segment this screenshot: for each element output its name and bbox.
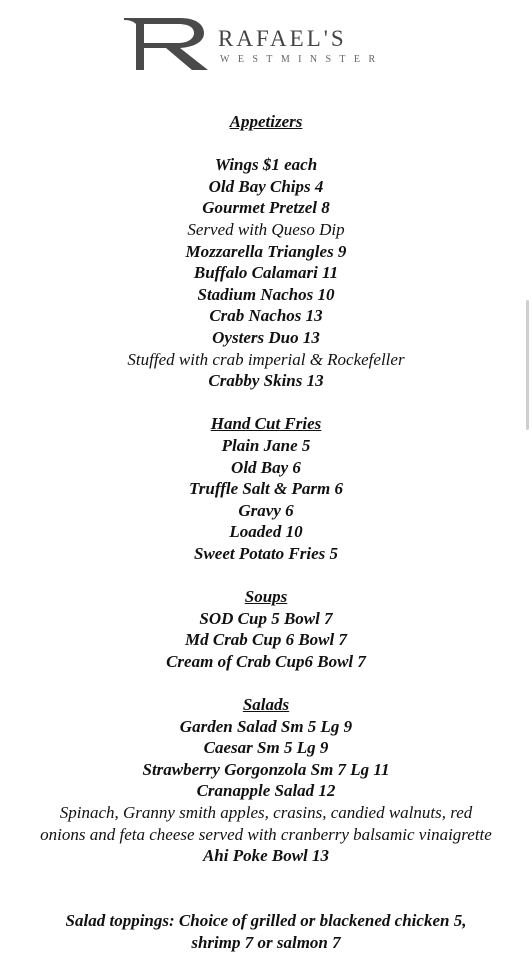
menu-item: Caesar Sm 5 Lg 9: [203, 738, 329, 758]
scrollbar[interactable]: [526, 300, 529, 430]
menu-item: Plain Jane 5: [221, 435, 311, 455]
menu-item: Crabby Skins 13: [208, 371, 324, 391]
salad-toppings: Salad toppings: Choice of grilled or blackened chicken 5, shrimp 7 or salmon 7: [65, 910, 467, 952]
appetizers-heading: Appetizers: [229, 112, 303, 131]
menu-item: Crab Nachos 13: [209, 306, 323, 326]
fries-heading: Hand Cut Fries: [210, 414, 322, 434]
menu-item-note: Stuffed with crab imperial & Rockefeller: [127, 349, 405, 369]
menu-item: Old Bay Chips 4: [208, 176, 324, 196]
menu: [0, 111, 532, 953]
salads-heading: Salads: [242, 695, 290, 715]
menu-item: Cranapple Salad 12: [196, 781, 336, 801]
menu-item: Strawberry Gorgonzola Sm 7 Lg 11: [142, 759, 390, 779]
menu-item: Mozzarella Triangles 9: [185, 241, 347, 261]
logo-location: WESTMINSTER: [220, 54, 384, 65]
menu-item: Gourmet Pretzel 8: [202, 198, 330, 218]
r-monogram-icon: [122, 16, 212, 72]
soups-heading: Soups: [244, 587, 288, 607]
menu-item: Wings $1 each: [214, 155, 318, 175]
logo-name: RAFAEL'S: [218, 26, 347, 51]
menu-item: Stadium Nachos 10: [197, 284, 335, 304]
menu-item: Loaded 10: [229, 522, 303, 542]
restaurant-logo: [122, 16, 412, 72]
menu-item: Sweet Potato Fries 5: [193, 543, 339, 563]
menu-item: Truffle Salt & Parm 6: [189, 479, 343, 499]
menu-item: Ahi Poke Bowl 13: [202, 846, 330, 866]
menu-item-note: Spinach, Granny smith apples, crasins, candied walnuts, red onions and feta cheese served with cranberry balsamic vinaigrette: [40, 803, 492, 844]
menu-item: Old Bay 6: [231, 457, 301, 477]
menu-item: SOD Cup 5 Bowl 7: [199, 608, 333, 628]
menu-item: Gravy 6: [238, 500, 294, 520]
menu-item: Md Crab Cup 6 Bowl 7: [184, 630, 347, 650]
menu-item-note: Served with Queso Dip: [187, 219, 345, 239]
menu-item: Buffalo Calamari 11: [193, 263, 339, 283]
menu-item: Oysters Duo 13: [212, 327, 320, 347]
menu-item: Garden Salad Sm 5 Lg 9: [179, 716, 353, 736]
menu-item: Cream of Crab Cup6 Bowl 7: [166, 651, 366, 671]
